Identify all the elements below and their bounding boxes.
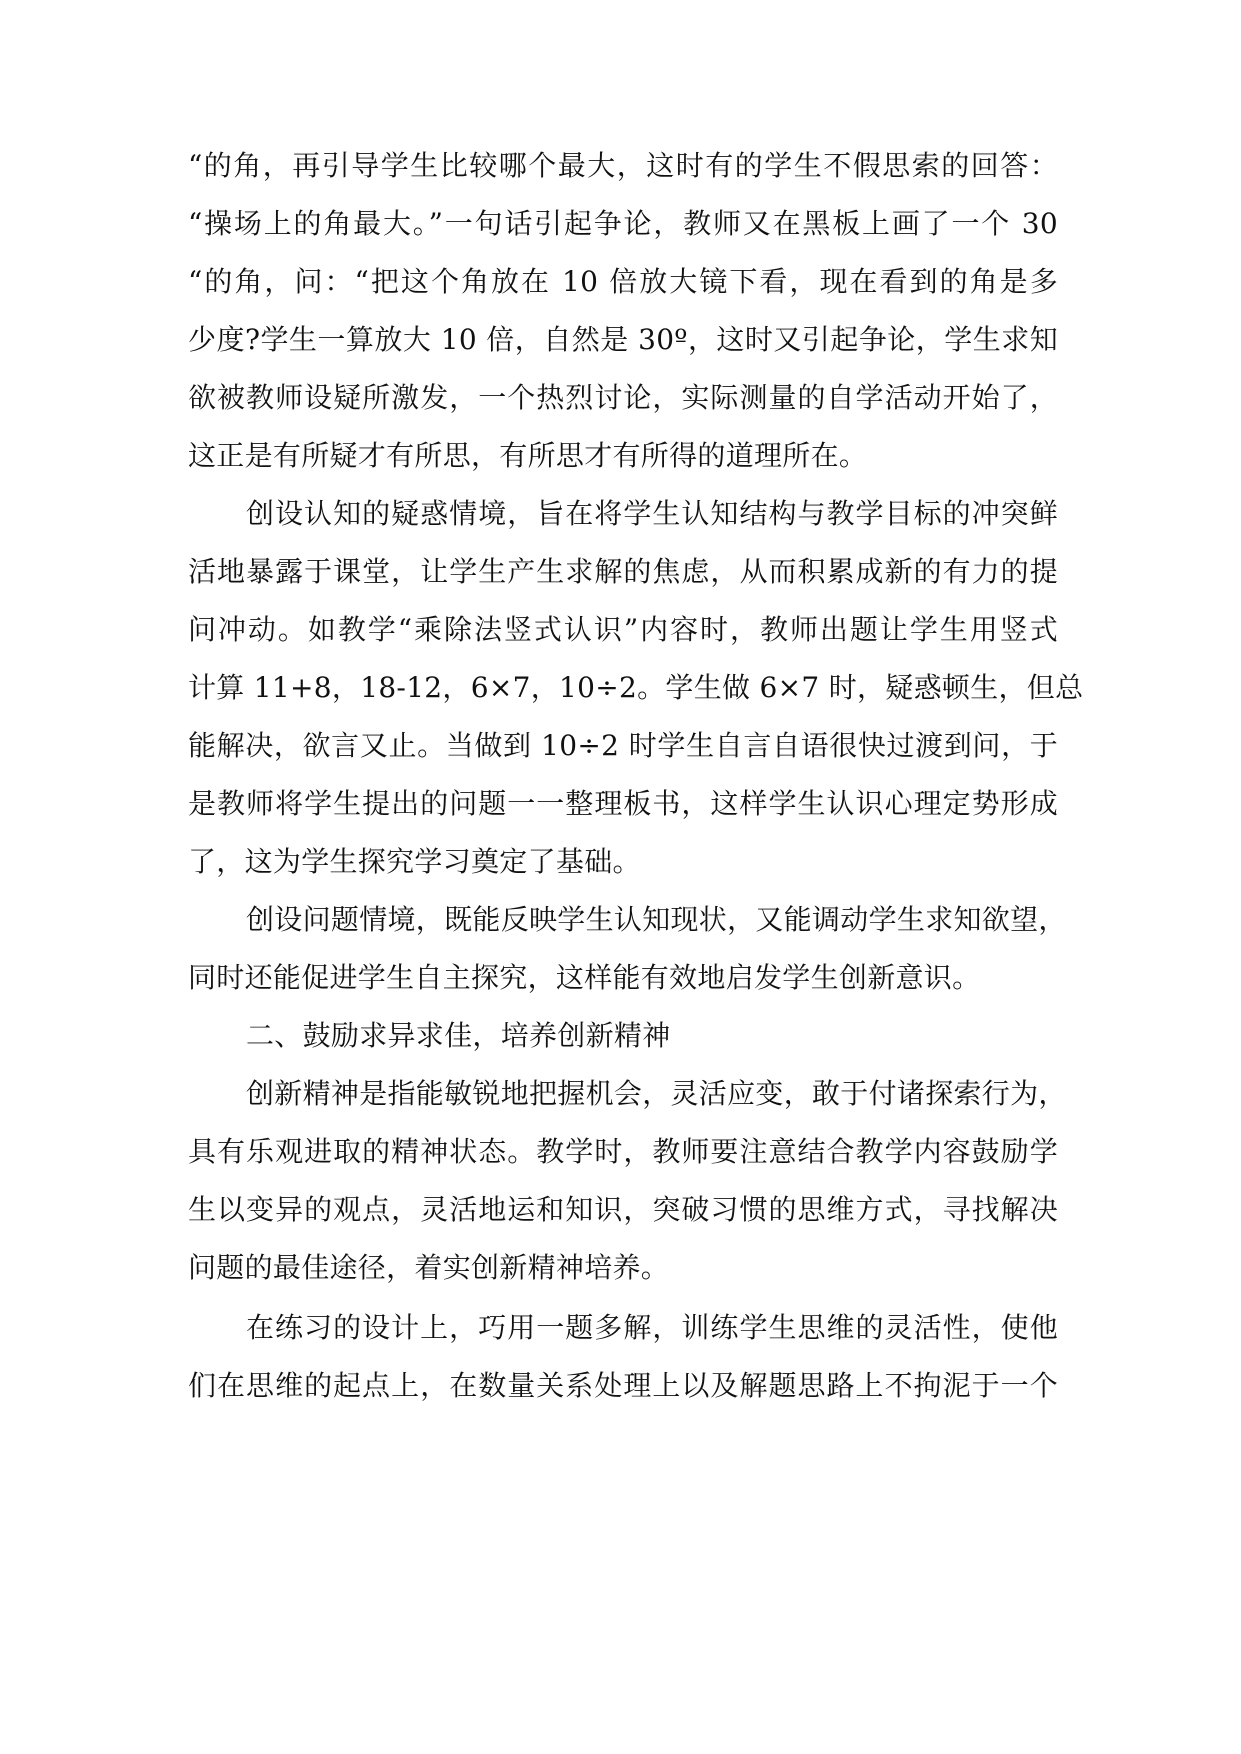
text-line: 这正是有所疑才有所思，有所思才有所得的道理所在。 [188, 439, 868, 472]
text-line: 是教师将学生提出的问题一一整理板书，这样学生认识心理定势形成 [188, 787, 1058, 820]
section-heading: 二、鼓励求异求佳，培养创新精神 [246, 1019, 671, 1052]
text-line: 们在思维的起点上，在数量关系处理上以及解题思路上不拘泥于一个 [188, 1369, 1058, 1402]
text-line: 问题的最佳途径，着实创新精神培养。 [188, 1251, 670, 1284]
paragraph-first-line: 创新精神是指能敏锐地把握机会，灵活应变，敢于付诸探索行为， [246, 1077, 1067, 1110]
text-line: 了，这为学生探究学习奠定了基础。 [188, 845, 641, 878]
paragraph-first-line: 创设问题情境，既能反映学生认知现状，又能调动学生求知欲望， [246, 903, 1067, 936]
text-line: 同时还能促进学生自主探究，这样能有效地启发学生创新意识。 [188, 961, 981, 994]
text-line: 具有乐观进取的精神状态。教学时，教师要注意结合教学内容鼓励学 [188, 1135, 1058, 1168]
text-line: “操场上的角最大。”一句话引起争论，教师又在黑板上画了一个 30 [188, 207, 1058, 240]
paragraph-first-line: 创设认知的疑惑情境，旨在将学生认知结构与教学目标的冲突鲜 [246, 497, 1058, 530]
paragraph-first-line: 在练习的设计上，巧用一题多解，训练学生思维的灵活性，使他 [246, 1311, 1058, 1344]
text-line: “的角，再引导学生比较哪个最大，这时有的学生不假思索的回答： [188, 149, 1058, 182]
text-line: “的角，问：“把这个角放在 10 倍放大镜下看，现在看到的角是多 [188, 265, 1058, 298]
text-line: 能解决，欲言又止。当做到 10÷2 时学生自言自语很快过渡到问，于 [188, 729, 1058, 762]
text-line: 少度?学生一算放大 10 倍，自然是 30º，这时又引起争论，学生求知 [188, 323, 1058, 356]
text-line: 生以变异的观点，灵活地运和知识，突破习惯的思维方式，寻找解决 [188, 1193, 1058, 1226]
text-line: 计算 11+8，18-12，6×7，10÷2。学生做 6×7 时，疑惑顿生，但总 [188, 671, 1084, 704]
text-line: 问冲动。如教学“乘除法竖式认识”内容时，教师出题让学生用竖式 [188, 613, 1058, 646]
text-line: 活地暴露于课堂，让学生产生求解的焦虑，从而积累成新的有力的提 [188, 555, 1058, 588]
text-line: 欲被教师设疑所激发，一个热烈讨论，实际测量的自学活动开始了， [188, 381, 1058, 414]
